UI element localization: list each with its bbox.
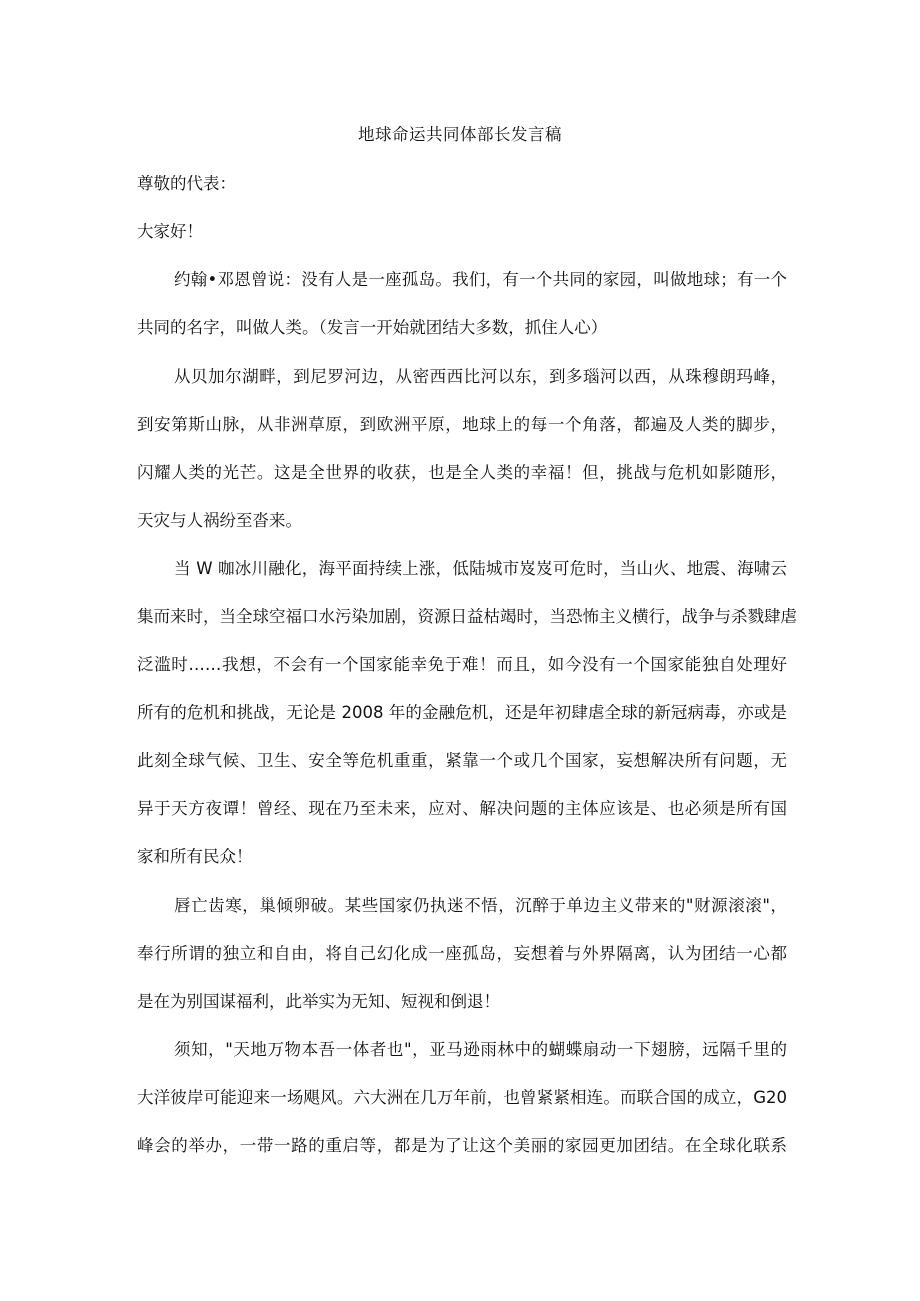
paragraph-3-line-6: 异于天方夜谭！曾经、现在乃至未来，应对、解决问题的主体应该是、也必须是所有国 [137,799,787,818]
paragraph-4-line-2: 奉行所谓的独立和自由，将自己幻化成一座孤岛，妄想着与外界隔离，认为团结一心都 [137,944,787,963]
paragraph-2-line-2: 到安第斯山脉，从非洲草原，到欧洲平原，地球上的每一个角落，都遍及人类的脚步， [137,415,787,434]
paragraph-2-line-3: 闪耀人类的光芒。这是全世界的收获，也是全人类的幸福！但，挑战与危机如影随形， [137,463,787,482]
paragraph-3-line-5: 此刻全球气候、卫生、安全等危机重重，紧靠一个或几个国家，妄想解决所有问题，无 [137,751,787,770]
salutation: 尊敬的代表： [137,174,236,193]
paragraph-3-line-4: 所有的危机和挑战，无论是 2008 年的金融危机，还是年初肆虐全球的新冠病毒，亦或是 [137,703,787,722]
paragraph-4-line-1: 唇亡齿寒，巢倾卵破。某些国家仍执迷不悟，沉醉于单边主义带来的"财源滚滚"， [174,896,787,915]
paragraph-1-line-2: 共同的名字，叫做人类。（发言一开始就团结大多数，抓住人心） [137,318,608,337]
paragraph-3-line-1: 当 W 咖冰川融化，海平面持续上涨，低陆城市岌岌可危时，当山火、地震、海啸云 [174,559,787,578]
greeting: 大家好！ [137,222,203,241]
paragraph-2-line-1: 从贝加尔湖畔，到尼罗河边，从密西西比河以东，到多瑙河以西，从珠穆朗玛峰， [174,367,787,386]
paragraph-3-line-3: 泛滥时……我想，不会有一个国家能幸免于难！而且，如今没有一个国家能独自处理好 [137,655,787,674]
paragraph-2-line-4: 天灾与人祸纷至沓来。 [137,511,302,530]
paragraph-3-line-2: 集而来时，当全球空福口水污染加剧，资源日益枯竭时，当恐怖主义横行，战争与杀戮肆虐 [137,607,797,626]
document-title: 地球命运共同体部长发言稿 [358,125,562,144]
paragraph-5-line-2: 大洋彼岸可能迎来一场飓风。六大洲在几万年前，也曾紧紧相连。而联合国的成立，G20 [137,1088,787,1107]
paragraph-5-line-1: 须知，"天地万物本吾一体者也"，亚马逊雨林中的蝴蝶扇动一下翅膀，远隔千里的 [174,1040,787,1059]
paragraph-1-line-1: 约翰•邓恩曾说：没有人是一座孤岛。我们，有一个共同的家园，叫做地球；有一个 [174,270,787,289]
paragraph-5-line-3: 峰会的举办，一带一路的重启等，都是为了让这个美丽的家园更加团结。在全球化联系 [137,1136,787,1155]
paragraph-4-line-3: 是在为别国谋福利，此举实为无知、短视和倒退！ [137,992,500,1011]
paragraph-3-line-7: 家和所有民众！ [137,847,253,866]
